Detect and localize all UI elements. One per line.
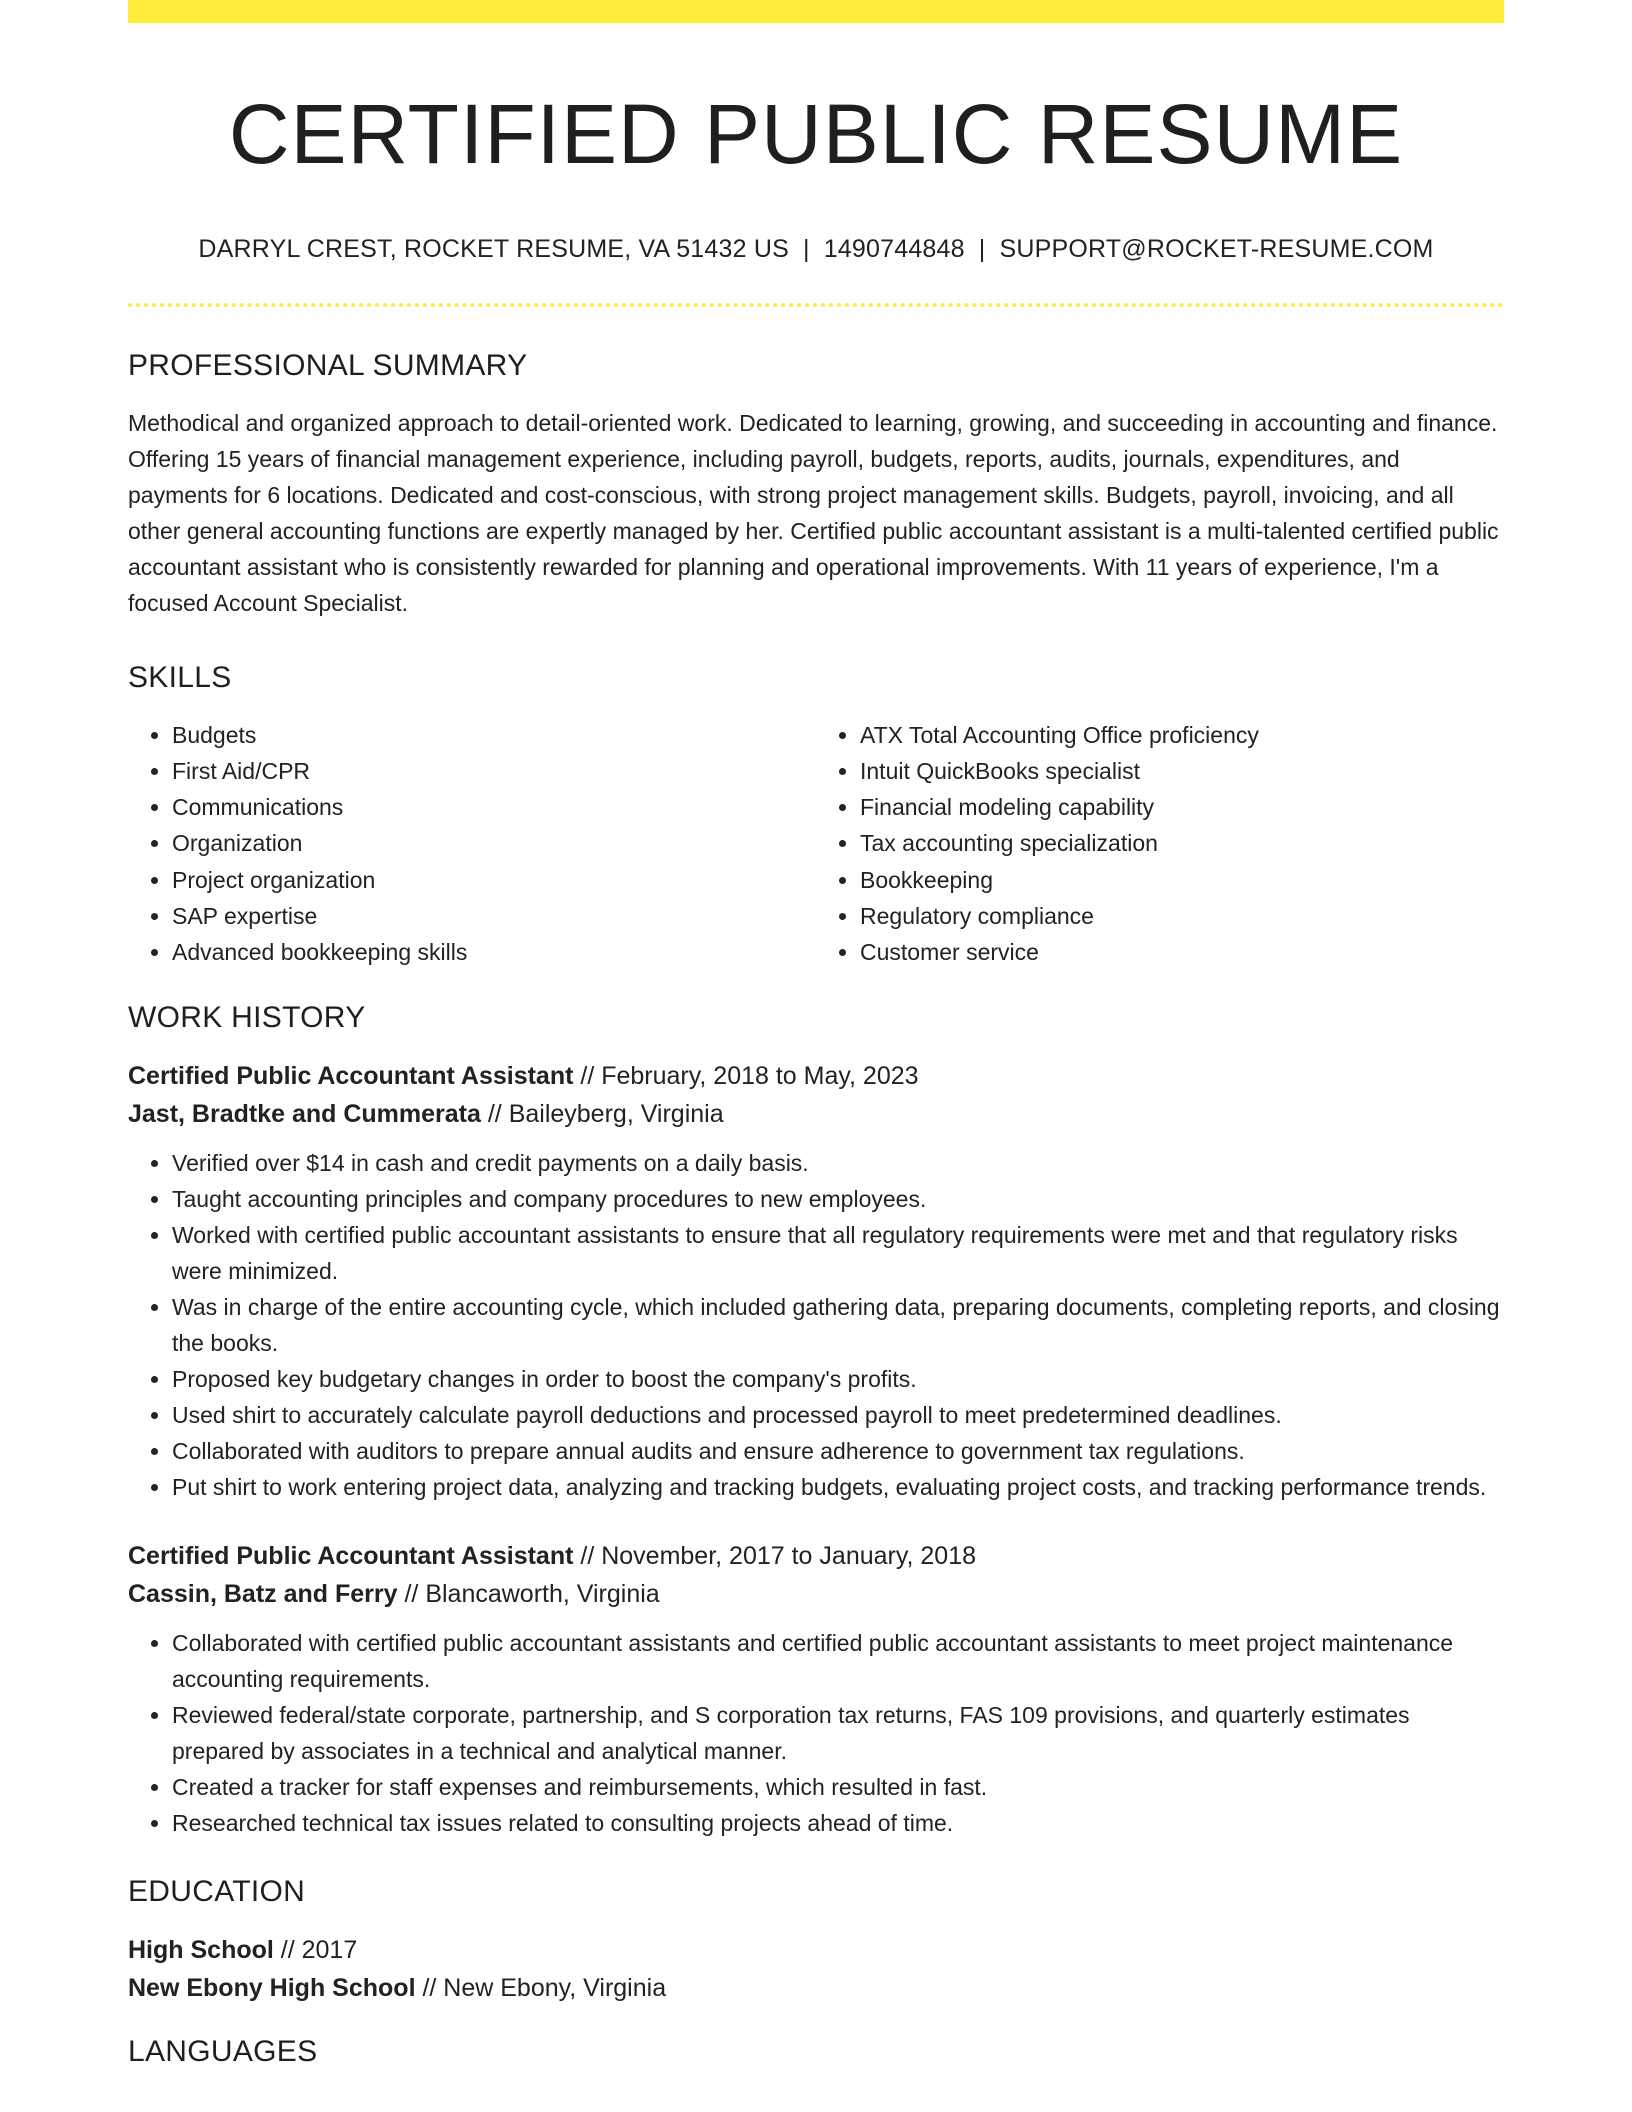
education-school: New Ebony High School — [128, 1973, 416, 2002]
skill-item: • Advanced bookkeeping skills — [172, 934, 816, 970]
job-bullets — [128, 1625, 1504, 1841]
contact-line — [128, 235, 1504, 264]
skill-item: • Project organization — [172, 862, 816, 898]
job-bullet: • Collaborated with auditors to prepare annual audits and ensure adherence to government tax regulations. — [172, 1433, 1504, 1469]
job-bullet: • Verified over $14 in cash and credit payments on a daily basis. — [172, 1145, 1504, 1181]
resume-name: CERTIFIED PUBLIC RESUME — [228, 87, 1404, 181]
education-entry — [128, 1931, 1504, 2007]
job-bullet: • Was in charge of the entire accounting cycle, which included gathering data, preparing documents, completing reports, and closing the books. — [172, 1289, 1504, 1361]
job-company-line — [128, 1095, 1504, 1133]
job-bullet: • Taught accounting principles and company procedures to new employees. — [172, 1181, 1504, 1217]
skill-item: • Bookkeeping — [860, 862, 1504, 898]
languages-heading: LANGUAGES — [128, 2034, 318, 2068]
job-bullets — [128, 1145, 1504, 1505]
job-title-line — [128, 1537, 1504, 1575]
skill-item: • Intuit QuickBooks specialist — [860, 753, 1504, 789]
contact-separator: | — [978, 234, 986, 263]
dotted-divider — [128, 303, 1504, 307]
contact-separator: | — [803, 234, 810, 263]
job-bullet: • Worked with certified public accountant assistants to ensure that all regulatory requirements were met and that regulatory risks were minimized. — [172, 1217, 1504, 1289]
education-heading: EDUCATION — [128, 1874, 306, 1908]
resume-page — [128, 0, 1504, 2069]
job-bullet: • Reviewed federal/state corporate, partnership, and S corporation tax returns, FAS 109 provisions, and quarterly estimates prepared by associates in a technical and analytical manner. — [172, 1697, 1504, 1769]
job-header — [128, 1537, 1504, 1613]
work-history-heading: WORK HISTORY — [128, 1000, 366, 1034]
education-school-line — [128, 1969, 1504, 2007]
skills-left-list — [128, 717, 816, 971]
job-company: Cassin, Batz and Ferry — [128, 1579, 398, 1608]
skill-item: • Regulatory compliance — [860, 898, 1504, 934]
education-degree: High School — [128, 1935, 274, 1964]
skill-item: • Organization — [172, 825, 816, 861]
job-role: Certified Public Accountant Assistant — [128, 1061, 574, 1090]
job-dates: // February, 2018 to May, 2023 — [573, 1061, 919, 1090]
skills-right-list — [816, 717, 1504, 971]
job-bullet: • Collaborated with certified public accountant assistants and certified public accountant assistants to meet project maintenance accounting requirements. — [172, 1625, 1504, 1697]
contact-phone: 1490744848 — [823, 234, 965, 263]
contact-address: DARRYL CREST, ROCKET RESUME, VA 51432 US — [198, 234, 789, 263]
job-company: Jast, Bradtke and Cummerata — [128, 1099, 481, 1128]
job-dates: // November, 2017 to January, 2018 — [573, 1541, 977, 1570]
job-bullet: • Used shirt to accurately calculate payroll deductions and processed payroll to meet predetermined deadlines. — [172, 1397, 1504, 1433]
skill-item: • First Aid/CPR — [172, 753, 816, 789]
job-title-line — [128, 1057, 1504, 1095]
skills-columns — [128, 717, 1504, 971]
job-location: // Blancaworth, Virginia — [397, 1579, 660, 1608]
skills-heading: SKILLS — [128, 660, 232, 694]
job-bullet: • Researched technical tax issues related to consulting projects ahead of time. — [172, 1805, 1504, 1841]
job-location: // Baileyberg, Virginia — [480, 1099, 724, 1128]
job-bullet: • Created a tracker for staff expenses and reimbursements, which resulted in fast. — [172, 1769, 1504, 1805]
job-role: Certified Public Accountant Assistant — [128, 1541, 574, 1570]
summary-heading: PROFESSIONAL SUMMARY — [128, 348, 528, 382]
job-header — [128, 1057, 1504, 1133]
education-year: // 2017 — [273, 1935, 358, 1964]
job-bullet: • Proposed key budgetary changes in order to boost the company's profits. — [172, 1361, 1504, 1397]
education-degree-line — [128, 1931, 1504, 1969]
skill-item: • SAP expertise — [172, 898, 816, 934]
skill-item: • Customer service — [860, 934, 1504, 970]
job-bullet: • Put shirt to work entering project data, analyzing and tracking budgets, evaluating project costs, and tracking performance trends. — [172, 1469, 1504, 1505]
education-location: // New Ebony, Virginia — [415, 1973, 667, 2002]
skill-item: • Financial modeling capability — [860, 789, 1504, 825]
skill-item: • Budgets — [172, 717, 816, 753]
skill-item: • Tax accounting specialization — [860, 825, 1504, 861]
summary-text: Methodical and organized approach to detail-oriented work. Dedicated to learning, growing, and succeeding in accounting and finance. Offering 15 years of financial management experience, including payroll, budgets, reports, audits, journals, expenditures, and payments for 6 locations. Dedicated and cost-conscious, with strong project management skills. Budgets, payroll, invoicing, and all other general accounting functions are expertly managed by her. Certified public accountant assistant is a multi-talented certified public accountant assistant who is consistently rewarded for planning and operational improvements. With 11 years of experience, I'm a focused Account Specialist. — [128, 409, 1499, 616]
contact-email: SUPPORT@ROCKET-RESUME.COM — [999, 234, 1434, 263]
job-company-line — [128, 1575, 1504, 1613]
skill-item: • Communications — [172, 789, 816, 825]
skill-item: • ATX Total Accounting Office proficiency — [860, 717, 1504, 753]
accent-top-bar — [128, 0, 1504, 23]
